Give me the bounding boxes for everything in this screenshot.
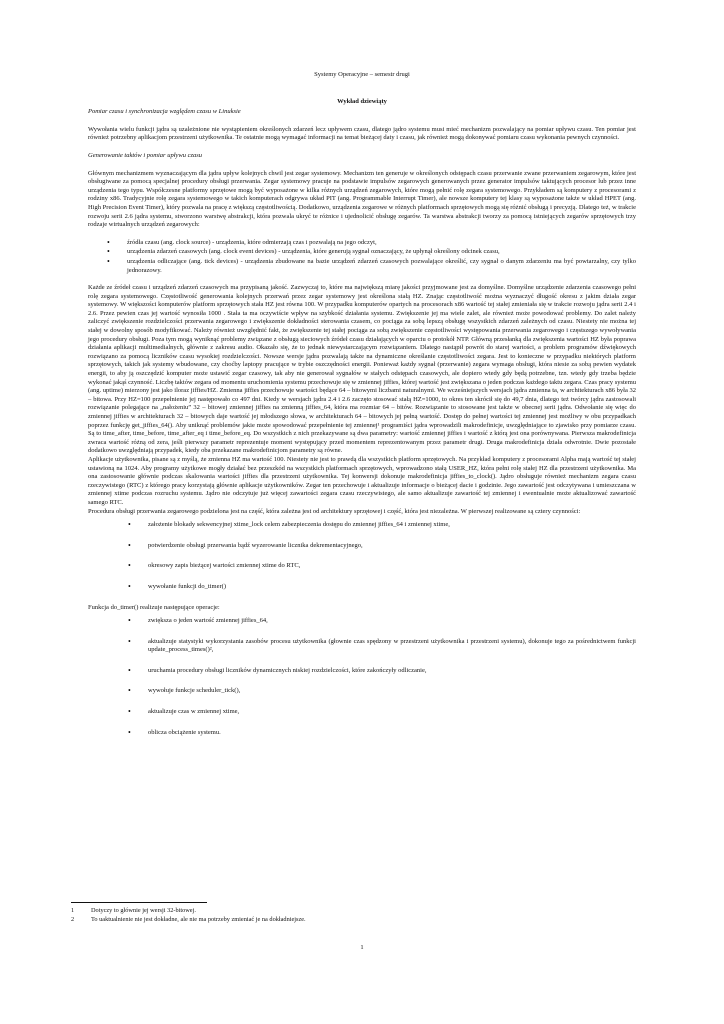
list-item: • oblicza obciążenie systemu.: [134, 729, 636, 738]
body-paragraph: Każde ze źródeł czasu i urządzeń zdarzeń czasowych ma przypisaną jakość. Zazwyczaj to, które ma największą miarę jakości przyjmowane jest za domyślne. Domyślne urządzenie zdarzenia czasowego pełni rolę zegara systemowego. Częstotliwość generowania kolejnych przerwań przez zegar systemowy jest określona stałą HZ. Znając częstotliwość można wyznaczyć długość okresu z jakim działa zegar systemowy. W większości komputerów platform sprzętowych stała HZ jest równa 100. W przypadku komputerów opartych na procesorach x86 wartość tej stałej zmieniała się w trakcie rozwoju jądra serii 2.4 i 2.6. Przez pewien czas jej wartość wynosiła 1000 . Stała ta ma oczywiście wpływ na szybkość działania systemu. Zwiększenie jej ma wiele zalet, ale również może powodować problemy. Do zalet należy zaliczyć zwiększenie rozdzielczości przerwania zegarowego i zwiększenie dokładności sterowania czasem, co pociąga za sobą lepszą obsługę wszystkich zdarzeń zależnych od czasu. Niestety nie można tej stałej w dowolny sposób modyfikować. Należy również uwzględnić fakt, że zwiększenie tej stałej pociąga za sobą zwiększenie częstotliwości występowania przerwania zegarowego i częstszego wywoływania jego procedury obsługi. Poza tym mogą wyniknąć problemy związane z obsługą sieciowych źródeł czasu działających w oparciu o protokół NTP. Główną przesłanką dla zwiększenia wartości HZ była poprawa działania aplikacji multimedialnych, głównie z zakresu audio. Okazało się, że to jednak niewystarczającym rozwiązaniem. Dlatego nastąpił powrót do starej wartości, a problem programów dźwiękowych rozwiązano za pomocą liczników czasu wysokiej rozdzielczości. Nowsze wersje jądra pozwalają także na dynamiczne określanie częstotliwości zegara. Jest to konieczne w przypadku niektórych platform sprzętowych, takich jak systemy wbudowane, czy choćby laptopy pracujące w trybie oszczędności energii. Ponieważ każdy sygnał (przerwanie) zegara wymaga obsługi, która niesie za sobą pewien wydatek energii, to aby ją oszczędzić komputer może ustawić zegar czasowy, tak aby nie generował sygnałów w stałych odstępach czasowych, ale dopiero wtedy gdy będą potrzebne, tzn. wtedy gdy trzeba będzie wykonać jakąś czynność. Liczbę taktów zegara od momentu uruchomienia systemu przechowuje się w zmiennej jiffies, której wartość jest zwiększana o jeden podczas każdego taktu zegara. Czas pracy systemu (ang. uptime) mierzony jest jako iloraz jiffies/HZ. Zmienna jiffies przechowuje wartości będące 64 – bitowymi liczbami naturalnymi. We wcześniejszych wersjach jądra zmienna ta, w architekturach x86 była 32 – bitowa. Przy HZ=100 przepełnienie jej następowało co 497 dni. Kiedy w wersjach jądra 2.4 i 2.6 zaczęto stosować stałą HZ=1000, to okres ten skrócił się do 49,7 dnia, dlatego też twórcy jądra zastosowali rozwiązanie polegające na „nałożeniu” 32 – bitowej zmiennej jiffies na zmienną jiffies_64, która ma rozmiar 64 – bitów. Rozwiązanie to stosowane jest także w obecnej serii jądra. Odwołanie się więc do zmiennej jiffies w architekturach 32 – bitowych daje wartość jej młodszego słowa, w architekturach 64 – bitowych jej pełną wartość. Dostęp do pełnej wartości tej zmiennej jest możliwy w obu przypadkach poprzez funkcję get_jiffies_64(). Aby uniknąć problemów jakie może spowodować przepełnienie tej zmiennej¹ programiści jądra wprowadzili makrodefinicje, uwzględniające to zjawisko przy pomiarze czasu. Są to time_after, time_before, time_after_eq i time_before_eq. Do wszystkich z nich przekazywane są dwa parametry: wartość zmiennej jiffies i wartość z którą jest ona porównywana. Pierwsza makrodefinicja zwraca wartość różną od zera, jeśli pierwszy parametr reprezentuje moment występujący przed momentem reprezentowanym przez parametr drugi. Druga makrodefinicja działa odwrotnie. Dwie pozostałe dodatkowo uwzględniają przypadek, kiedy oba przekazane makrodefinicjom parametry są równe.: [88, 284, 636, 455]
body-paragraph: Funkcja do_timer() realizuje następujące operacje:: [88, 603, 220, 611]
body-paragraph: Procedura obsługi przerwania zegarowego podzielona jest na część, która zależna jest od architektury sprzętowej i część, która jest niezależna. W pierwszej realizowane są cztery czynności:: [88, 507, 581, 515]
body-paragraph: Aplikacje użytkownika, pisane są z myślą, że zmienna HZ ma wartość 100. Niestety nie jest to prawdą dla wszystkich platform sprzętowych. Na przykład komputery z procesorami Alpha mają wartość tej stałej ustawioną na 1024. Aby programy użytkowe mogły działać bez przeszkód na wszystkich platformach sprzętowych, wprowadzono stałą USER_HZ, która pełni rolę stałej HZ dla przestrzeni użytkownika. Ma ona zastosowanie głównie podczas skalowania wartości jiffies dla przestrzeni użytkownika. Tej konwersji dokonuje makrodefinicja jiffies_to_clock(). Jądro obsługuje również mechanizm zegara czasu rzeczywistego (RTC) z którego pracy korzystają głównie aplikacje użytkowników. Zegar ten przechowuje i aktualizuje informacje o bieżącej dacie i godzinie. Jego zawartość jest odczytywana i umieszczana w zmiennej xtime podczas rozruchu systemu. Jądro nie odczytuje już więcej zawartości zegara czasu rzeczywistego, ale samo aktualizuje zawartość tej zmiennej i ewentualnie może aktualizować zawartość samego RTC.: [88, 455, 636, 506]
clock-devices-list: [88, 239, 636, 275]
footnotes: [71, 906, 651, 924]
list-item: • zwiększa o jeden wartość zmiennej jiffies_64,: [134, 617, 636, 626]
footnote-number: 2: [71, 916, 75, 923]
footnote: [71, 915, 651, 924]
footnote-number: 1: [71, 907, 75, 914]
footnote-text: Dotyczy to głównie jej wersji 32-bitowej.: [91, 907, 196, 914]
list-item: • okresowy zapis bieżącej wartości zmiennej xtime do RTC,: [134, 562, 636, 571]
footnote: [71, 906, 651, 915]
list-item: • urządzenia zdarzeń czasowych (ang. clock event devices) - urządzenia, które generują sygnał oznaczający, że upłynął określony odcinek czasu,: [113, 248, 636, 257]
list-item: • potwierdzenie obsługi przerwania bądź wyzerowanie licznika dekrementacyjnego,: [134, 542, 636, 551]
running-header: Systemy Operacyjne – semestr drugi: [314, 71, 410, 78]
lecture-subtitle: Pomiar czasu i synchronizacja względem czasu w Linuksie: [88, 108, 241, 116]
list-item: • aktualizuje czas w zmiennej xtime,: [134, 708, 636, 717]
do-timer-operations-list: [88, 617, 636, 737]
page-number: 1: [360, 944, 364, 951]
list-item: • źródła czasu (ang. clock source) - urządzenia, które odmierzają czas i pozwalają na jego odczyt,: [113, 239, 636, 248]
list-item: • wywołuje funkcje scheduler_tick(),: [134, 687, 636, 696]
list-item: • aktualizuje statystyki wykorzystania zasobów procesu użytkownika (głownie czas spędzony w przestrzeni użytkownika i przestrzeni systemu), dokonuje tego za pośrednictwem funkcji update_process_times()²,: [134, 638, 636, 655]
list-item: • uruchamia procedury obsługi liczników dynamicznych niskiej rozdzielczości, które zakończyły odliczanie,: [134, 667, 636, 676]
footnote-text: To uaktualnienie nie jest dokładne, ale nie ma potrzeby zmieniać je na dokładniejsze.: [91, 916, 306, 923]
body-paragraph: Głównym mechanizmem wyznaczającym dla jądra upływ kolejnych chwil jest zegar systemowy. Mechanizm ten generuje w określonych odstępach czasu przerwanie zwane przerwaniem zegarowym, które jest obsługiwane za pomocą specjalnej procedury obsługi przerwania. Zegar systemowy pracuje na podstawie impulsów zegarowych generowanych przez generator impulsów taktujących procesor lub przez inne urządzenia tego typu. Współczesne platformy sprzętowe mogą być wyposażone w kilka różnych urządzeń zegarowych, które mogą pełnić rolę zegara systemowego. Przykładem są komputery z procesorami z rodziny x86. Tradycyjnie rolę zegara systemowego w takich komputerach odgrywa układ PIT (ang. Programmable Interrupt Timer), ale nowsze komputery tej klasy są wyposażone także w układ HPET (ang. High Precision Event Timer), który pozwala na pracę z większą częstotliwością. Dodatkowo, urządzenia zegarowe w różnych platformach sprzętowych mogą się różnić obsługą i precyzją. Dlatego też, w trakcie rozwoju serii 2.6 jądra systemu, stworzono warstwę abstrakcji, która pozwala ukryć te różnice i ujednolicić obsługę zegarów. Ta warstwa abstrakcji tworzy za pomocą istniejących zegarów sprzętowych trzy rodzaje wirtualnych urządzeń zegarowych:: [88, 169, 636, 229]
lecture-title: Wykład dziewiąty: [337, 97, 387, 105]
interrupt-steps-list: [88, 521, 636, 591]
footnote-divider: [71, 902, 207, 903]
section-heading: Generowanie taktów i pomiar upływu czasu: [88, 151, 203, 159]
intro-paragraph: Wywołania wielu funkcji jądra są uzależnione nie wystąpieniem określonych zdarzeń lecz upływem czasu, dlatego jądro systemu musi mieć mechanizm pozwalający na pomiar upływu czasu. Ten pomiar jest również potrzebny aplikacjom przestrzeni użytkownika. Te ostatnie mogą wymagać informacji na temat bieżącej daty i czasu, jak również mogą dokonywać pomiaru czasu wykonania pewnych czynności.: [88, 125, 636, 142]
list-item: • wywołanie funkcji do_timer(): [134, 583, 636, 592]
list-item: • założenie blokady sekwencyjnej xtime_lock celem zabezpieczenia dostępu do zmiennej jiffies_64 i zmiennej xtime,: [134, 521, 636, 530]
list-item: • urządzenia odliczające (ang. tick devices) - urządzenia zbudowane na bazie urządzeń zdarzeń czasowych pozwalające określić, czy sygnał o danym zdarzeniu ma być powtarzalny, czy tylko jednorazowy.: [113, 258, 636, 275]
